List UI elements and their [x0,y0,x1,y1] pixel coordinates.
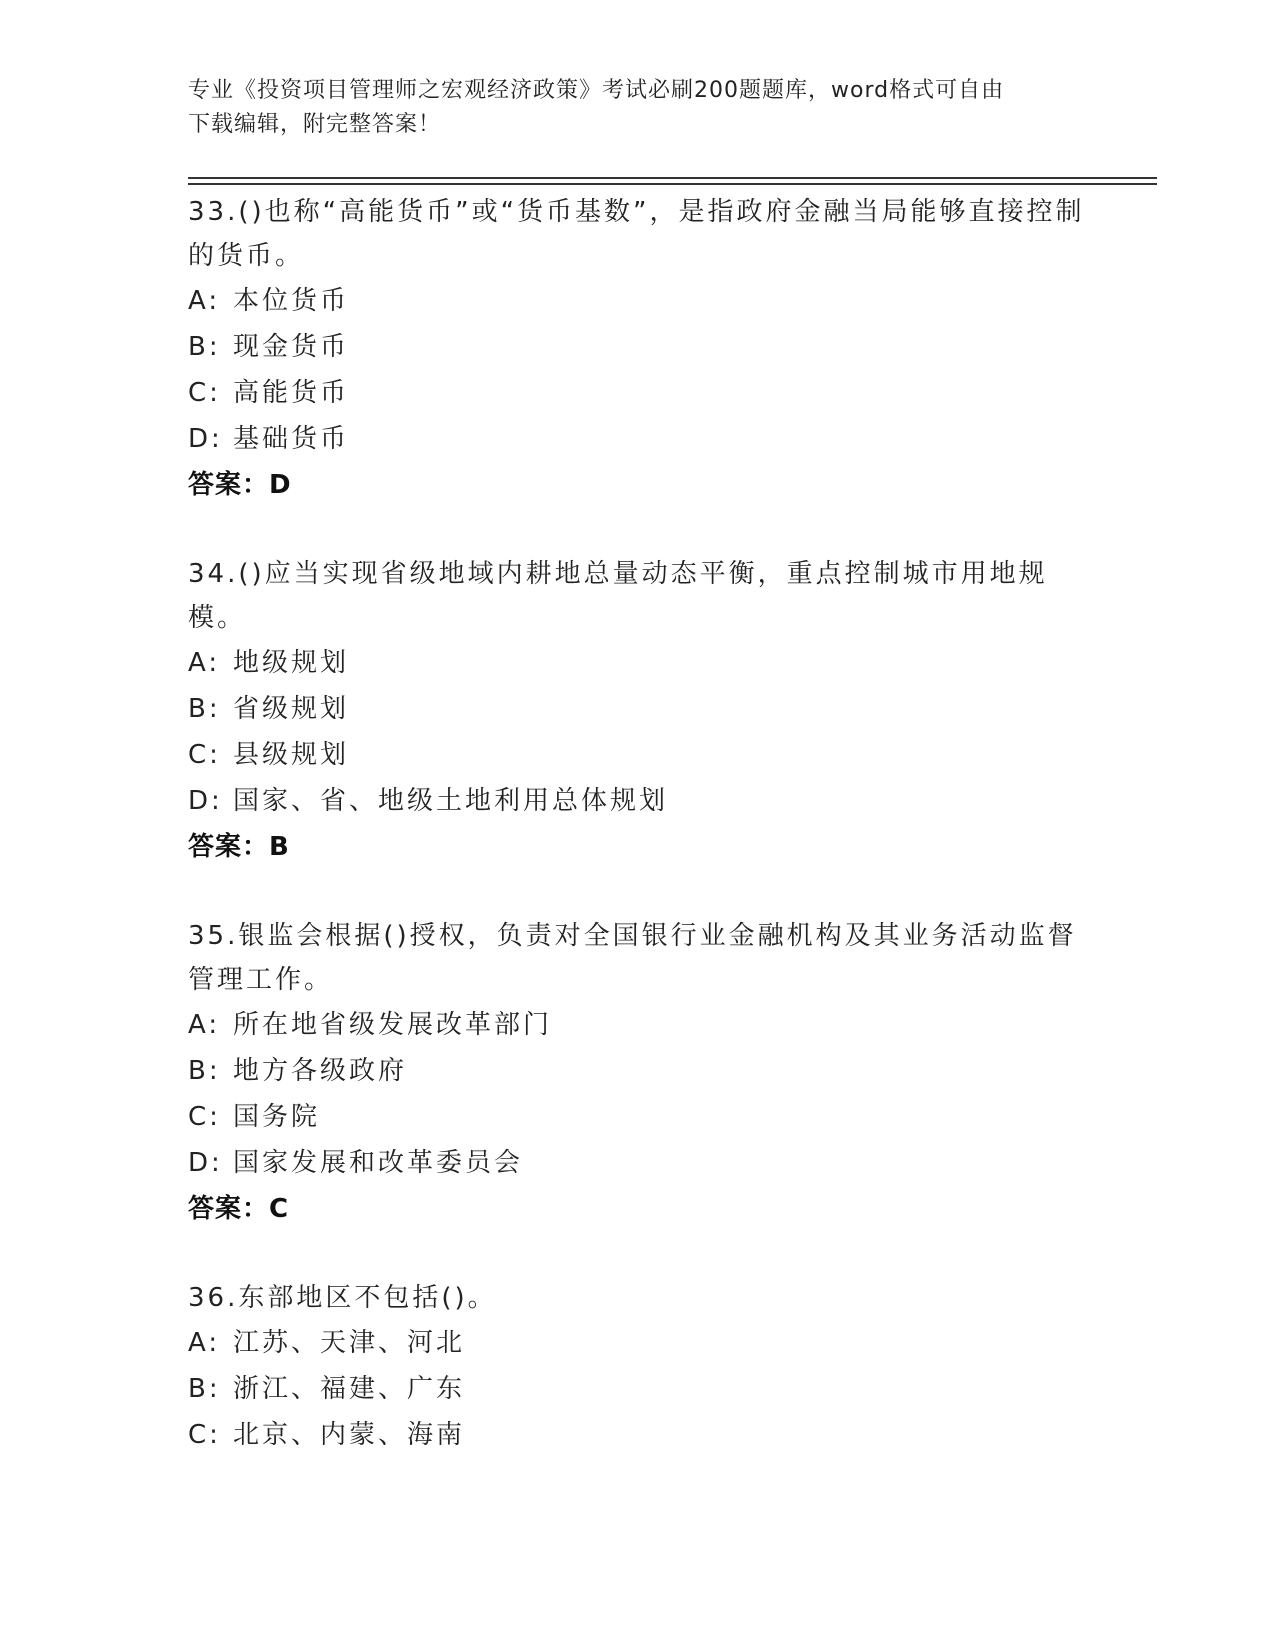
header-line-2: 下载编辑，附完整答案！ [188,112,442,137]
question-35 [188,914,1088,1232]
option-c [188,1094,1088,1140]
option-letter: C: [188,378,221,408]
option-text: 国务院 [233,1102,321,1132]
question-stem: 36.东部地区不包括()。 [188,1283,497,1313]
answer-label: 答案：B [188,832,290,862]
question-stem: 35.银监会根据()授权，负责对全国银行业金融机构及其业务活动监督管理工作。 [188,921,1077,995]
question-stem: 33.()也称“高能货币”或“货币基数”，是指政府金融当局能够直接控制的货币。 [188,197,1085,271]
option-text: 现金货币 [233,332,350,362]
option-letter: A: [188,1328,221,1358]
question-stem: 34.()应当实现省级地域内耕地总量动态平衡，重点控制城市用地规模。 [188,559,1048,633]
option-letter: D: [188,424,223,454]
option-c [188,370,1088,416]
answer-label: 答案：C [188,1194,290,1224]
option-letter: D: [188,1148,223,1178]
option-c [188,732,1088,778]
option-a [188,1320,1088,1366]
option-text: 基础货币 [233,424,350,454]
document-header [188,74,1088,142]
option-text: 浙江、福建、广东 [233,1374,466,1404]
option-letter: B: [188,1374,221,1404]
option-d [188,778,1088,824]
option-a [188,640,1088,686]
option-letter: B: [188,694,221,724]
question-34 [188,552,1088,870]
option-text: 所在地省级发展改革部门 [233,1010,553,1040]
option-text: 省级规划 [233,694,350,724]
option-letter: D: [188,786,223,816]
option-b [188,686,1088,732]
option-letter: C: [188,1102,221,1132]
option-text: 地级规划 [233,648,350,678]
option-letter: A: [188,648,221,678]
option-a [188,278,1088,324]
option-text: 县级规划 [233,740,350,770]
option-text: 江苏、天津、河北 [233,1328,466,1358]
option-letter: C: [188,1420,221,1450]
option-letter: B: [188,1056,221,1086]
header-line-1: 专业《投资项目管理师之宏观经济政策》考试必刷200题题库，word格式可自由 [188,78,1005,103]
header-divider-top [188,177,1157,179]
option-d [188,416,1088,462]
question-36 [188,1276,1088,1458]
option-letter: C: [188,740,221,770]
option-text: 国家发展和改革委员会 [233,1148,524,1178]
option-text: 本位货币 [233,286,350,316]
question-list [188,188,1088,1502]
option-letter: B: [188,332,221,362]
option-b [188,1048,1088,1094]
option-text: 高能货币 [233,378,350,408]
option-c [188,1412,1088,1458]
option-letter: A: [188,286,221,316]
option-letter: A: [188,1010,221,1040]
option-text: 北京、内蒙、海南 [233,1420,466,1450]
option-b [188,1366,1088,1412]
option-d [188,1140,1088,1186]
answer-label: 答案：D [188,470,292,500]
option-b [188,324,1088,370]
header-divider-bottom [188,183,1157,185]
question-33 [188,190,1088,508]
option-text: 地方各级政府 [233,1056,408,1086]
option-text: 国家、省、地级土地利用总体规划 [233,786,669,816]
option-a [188,1002,1088,1048]
